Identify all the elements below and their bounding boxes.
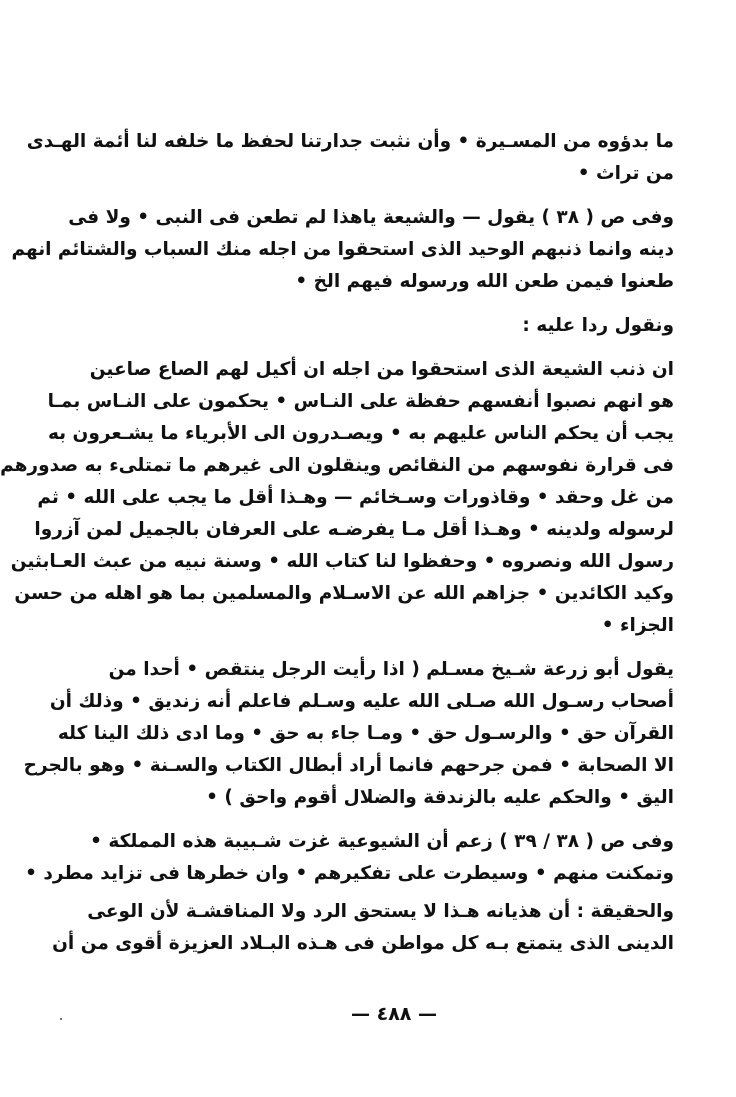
page-number: — ٤٨٨ —: [350, 1003, 438, 1025]
text-line: ما بدؤوه من المسـيرة • وأن نثبت جدارتنا لحفظ ما خلفه لنا أئمة الهـدى: [26, 131, 674, 152]
scan-speck: [60, 1018, 62, 1020]
text-line: والحقيقة : أن هذيانه هـذا لا يستحق الرد ولا المناقشـة لأن الوعى: [87, 901, 674, 922]
text-line: ان ذنب الشيعة الذى استحقوا من اجله ان أكيل لهم الصاع صاعين: [89, 359, 674, 380]
text-line: القرآن حق • والرسـول حق • ومـا جاء به حق • وما ادى ذلك الينا كله: [57, 723, 674, 744]
text-line: هو انهم نصبوا أنفسهم حفظة على النـاس • يحكمون على النـاس بمـا: [47, 391, 674, 412]
text-line: أصحاب رسـول الله صـلى الله عليه وسـلم فاعلم أنه زنديق • وذلك أن: [49, 691, 674, 712]
paragraph-2: [11, 202, 674, 298]
text-line: وفى ص ( ٣٨ / ٣٩ ) زعم أن الشيوعية غزت شـبيبة هذه المملكة •: [90, 831, 674, 852]
text-line: اليق • والحكم عليه بالزندقة والضلال أقوم واحق ) •: [206, 787, 674, 808]
text-line: وتمكنت منهم • وسيطرت على تفكيرهم • وان خطرها فى تزايد مطرد •: [25, 863, 674, 884]
text-line: الدينى الذى يتمتع بـه كل مواطن فى هـذه البـلاد العزيزة أقوى من أن: [52, 933, 674, 954]
paragraph-4: [0, 354, 674, 642]
text-line: من تراث •: [577, 163, 674, 184]
paragraph-5: [23, 654, 674, 814]
text-line: الا الصحابة • فمن جرحهم فانما أراد أبطال الكتاب والسـنة • وهو بالجرح: [23, 755, 674, 776]
text-line: دينه وانما ذنبهم الوحيد الذى استحقوا من اجله منك السباب والشتائم انهم: [11, 239, 674, 260]
text-line: من غل وحقد • وقاذورات وسـخائم — وهـذا أقل ما يجب على الله • ثم: [37, 487, 674, 508]
paragraph-7: [52, 896, 674, 960]
paragraph-6: [25, 826, 674, 890]
paragraph-1: [26, 126, 674, 190]
text-line: فى قرارة نفوسهم من النقائص وينقلون الى غيرهم ما تمتلىء به صدورهم: [0, 455, 674, 476]
text-line: يقول أبو زرعة شـيخ مسـلم ( اذا رأيت الرجل ينتقص • أحدا من: [108, 659, 674, 680]
text-line: لرسوله ولدينه • وهـذا أقل مـا يفرضـه على العرفان بالجميل لمن آزروا: [34, 519, 674, 540]
text-line: الجزاء •: [601, 615, 674, 636]
text-line: طعنوا فيمن طعن الله ورسوله فيهم الخ •: [295, 271, 674, 292]
text-line: رسول الله ونصروه • وحفظوا لنا كتاب الله • وسنة نبيه من عبث العـابثين: [10, 551, 674, 572]
text-line: وفى ص ( ٣٨ ) يقول — والشيعة ياهذا لم تطعن فى النبى • ولا فى: [68, 207, 674, 228]
text-line: وكيد الكائدين • جزاهم الله عن الاسـلام والمسلمين بما هو اهله من حسن: [14, 583, 674, 604]
text-line: ونقول ردا عليه :: [522, 315, 674, 336]
text-line: يجب أن يحكم الناس عليهم به • ويصـدرون الى الأبرياء ما يشـعرون به: [47, 423, 674, 444]
body-text: [0, 126, 674, 972]
paragraph-3: [114, 310, 674, 342]
